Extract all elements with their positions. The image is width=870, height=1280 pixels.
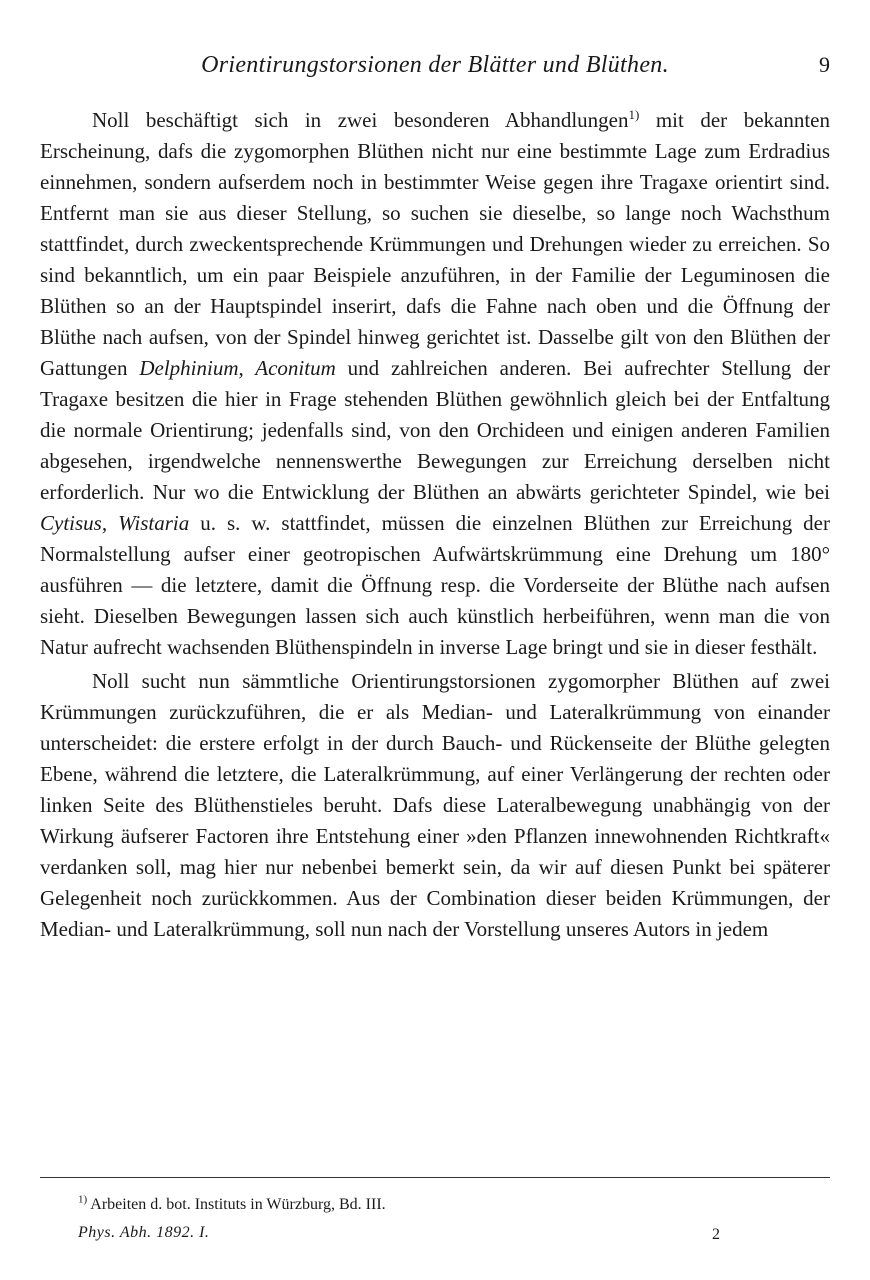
paragraph-1-part-2: mit der bekannten Erscheinung, dafs die zygomorphen Blüthen nicht nur eine bestimmte Lage zum Erdradius einnehmen, sondern aufserdem noch in bestimmter Weise gegen ihre Tragaxe orientirt sind. Entfernt man sie aus dieser Stellung, so suchen sie dieselbe, so lange noch Wachsthum stattfindet, durch zweckentsprechende Krümmungen und Drehungen wieder zu erreichen. So sind bekanntlich, um ein paar Beispiele anzuführen, in der Familie der Leguminosen die Blüthen so an der Hauptspindel inserirt, dafs die Fahne nach oben und die Öffnung der Blüthe nach aufsen, von der Spindel hinweg gerichtet ist. Dasselbe gilt von den Blüthen der Gattungen <box>40 108 830 380</box>
paragraph-1 <box>40 105 830 663</box>
genus-names-1: Delphinium, Aconitum <box>139 356 336 380</box>
footnote <box>78 1193 386 1214</box>
genus-names-2: Cytisus, Wistaria <box>40 511 190 535</box>
paragraph-1-part-3: und zahlreichen anderen. Bei aufrechter Stellung der Tragaxe besitzen die hier in Frage stehenden Blüthen gewöhnlich gleich bei der Entfaltung die normale Orientirung; jedenfalls sind, von den Orchideen und einigen anderen Familien abgesehen, irgendwelche nennenswerthe Bewegungen zur Erreichung derselben nicht erforderlich. Nur wo die Entwicklung der Blüthen an abwärts gerichteter Spindel, wie bei <box>40 356 830 504</box>
signature-number: 2 <box>712 1226 720 1243</box>
body-text <box>40 105 830 945</box>
paragraph-2: Noll sucht nun sämmtliche Orientirungstorsionen zygomorpher Blüthen auf zwei Krümmungen zurückzuführen, die er als Median- und Lateralkrümmung von einander unterscheidet: die erstere erfolgt in der durch Bauch- und Rückenseite der Blüthe gelegten Ebene, während die letztere, die Lateralkrümmung, auf einer Verlängerung der rechten oder linken Seite des Blüthenstieles beruht. Dafs diese Lateralbewegung unabhängig von der Wirkung äufserer Factoren ihre Entstehung einer »den Pflanzen innewohnenden Richtkraft« verdanken soll, mag hier nur nebenbei bemerkt sein, da wir auf diesen Punkt bei späterer Gelegenheit noch zurückkommen. Aus der Combination dieser beiden Krümmungen, der Median- und Lateralkrümmung, soll nun nach der Vorstellung unseres Autors in jedem <box>40 669 830 941</box>
running-title: Orientirungstorsionen der Blätter und Blüthen. <box>201 52 669 78</box>
running-head <box>40 52 830 88</box>
paragraph-1-part-1: Noll beschäftigt sich in zwei besonderen Abhandlungen <box>92 108 629 132</box>
footnote-divider <box>40 1177 830 1178</box>
footnote-reference: 1) <box>628 107 640 122</box>
page-number: 9 <box>819 52 830 77</box>
paragraph-1-part-4: u. s. w. stattfindet, müssen die einzelnen Blüthen zur Erreichung der Normalstellung aufser einer geotropischen Aufwärtskrümmung eine Drehung um 180° ausführen — die letztere, damit die Öffnung resp. die Vorderseite der Blüthe nach aufsen sieht. Dieselben Bewegungen lassen sich auch künstlich herbeiführen, wenn man die von Natur aufrecht wachsenden Blüthenspindeln in inverse Lage bringt und sie in dieser festhält. <box>40 511 830 659</box>
signature-line: Phys. Abh. 1892. I. <box>78 1224 210 1241</box>
footnote-text: Arbeiten d. bot. Instituts in Würzburg, Bd. III. <box>87 1196 386 1213</box>
footnote-marker: 1) <box>78 1193 88 1206</box>
